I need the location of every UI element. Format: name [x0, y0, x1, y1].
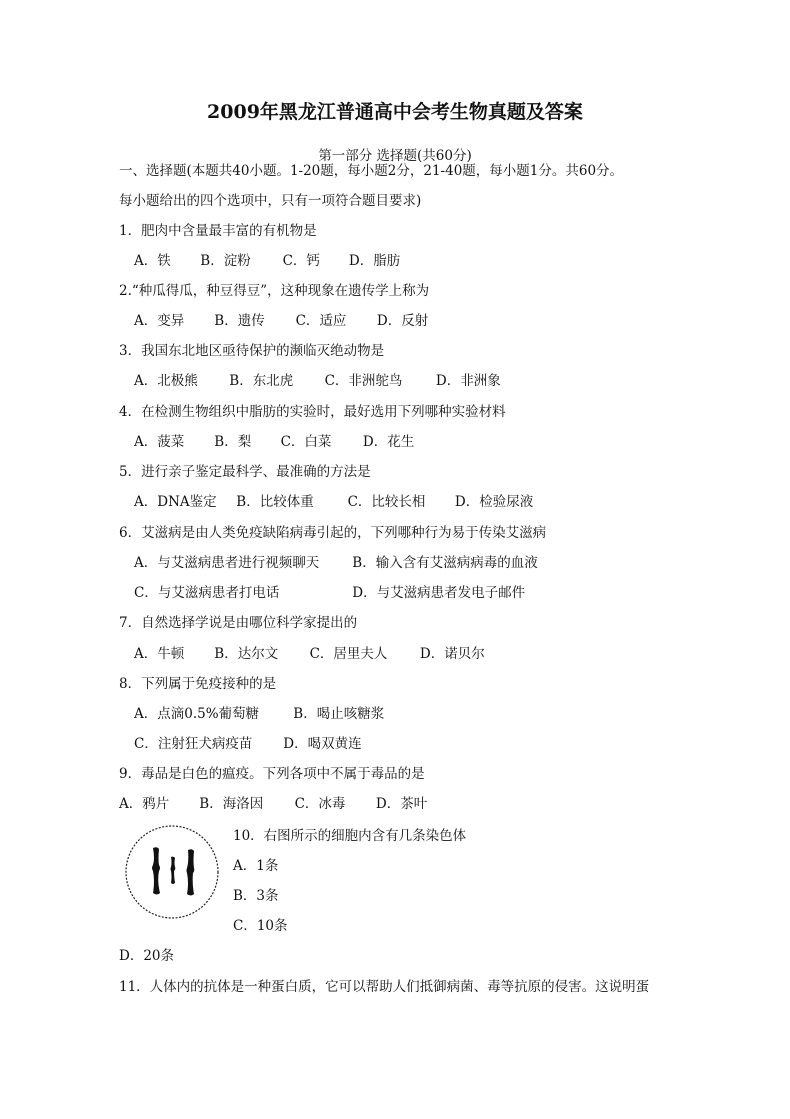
- option-d: D．茶叶: [375, 796, 428, 812]
- question-9-options: [119, 794, 427, 814]
- page-title: 2009年黑龙江普通高中会考生物真题及答案: [207, 101, 583, 123]
- question-1-stem: 1．肥肉中含量最丰富的有机物是: [119, 223, 317, 239]
- question-5-stem: 5．进行亲子鉴定最科学、最准确的方法是: [119, 464, 371, 480]
- question-3-stem: 3．我国东北地区亟待保护的濒临灭绝动物是: [119, 343, 385, 359]
- question-1-options: [134, 251, 400, 271]
- question-8-options-row2: [134, 734, 362, 754]
- option-d: D．喝双黄连: [283, 736, 362, 752]
- option-a: A．铁: [134, 253, 171, 269]
- option-c: C．与艾滋病患者打电话: [134, 585, 280, 601]
- option-c: C．适应: [295, 313, 347, 329]
- question-10-stem: 10．右图所示的细胞内含有几条染色体: [233, 828, 467, 844]
- option-a: A．菠菜: [134, 434, 185, 450]
- option-c: C．非洲鸵鸟: [324, 373, 403, 389]
- option-d: D．花生: [362, 434, 415, 450]
- option-b: B．比较体重: [236, 494, 314, 510]
- option-b: B．输入含有艾滋病病毒的血液: [352, 555, 538, 571]
- option-b: B．遗传: [214, 313, 265, 329]
- option-a: A．DNA鉴定: [134, 494, 217, 510]
- instructions-line-2: 每小题给出的四个选项中，只有一项符合题目要求): [119, 193, 422, 209]
- chromosome-2: [171, 857, 176, 884]
- option-b: B．淀粉: [200, 253, 251, 269]
- option-a: A．点滴0.5%葡萄糖: [134, 706, 260, 722]
- question-2-stem: 2.“种瓜得瓜，种豆得豆”，这种现象在遗传学上称为: [119, 283, 430, 299]
- cell-diagram: [122, 822, 222, 922]
- question-6-options-row2: [134, 583, 525, 603]
- question-9-stem: 9．毒品是白色的瘟疫。下列各项中不属于毒品的是: [119, 766, 425, 782]
- chromosome-1: [152, 847, 160, 894]
- cell-chromosome-figure: [122, 822, 222, 922]
- option-c: C．钙: [282, 253, 320, 269]
- chromosome-3: [187, 849, 195, 895]
- option-d: D．检验尿液: [454, 494, 534, 510]
- option-d: D．反射: [376, 313, 429, 329]
- question-7-stem: 7．自然选择学说是由哪位科学家提出的: [119, 615, 358, 631]
- option-c: C．白菜: [280, 434, 332, 450]
- question-10-option-b: B．3条: [233, 888, 279, 904]
- option-b: B．梨: [214, 434, 252, 450]
- question-6-stem: 6．艾滋病是由人类免疫缺陷病毒引起的，下列哪种行为易于传染艾滋病: [119, 525, 547, 541]
- option-b: B．达尔文: [214, 646, 279, 662]
- chromosomes: [152, 847, 194, 895]
- option-a: A．北极熊: [134, 373, 198, 389]
- option-c: C．居里夫人: [309, 646, 388, 662]
- option-c: C．冰毒: [294, 796, 346, 812]
- question-2-options: [134, 311, 428, 331]
- question-8-options-row1: [134, 704, 384, 724]
- question-7-options: [134, 644, 485, 664]
- option-d: D．诺贝尔: [419, 646, 485, 662]
- option-c: C．比较长相: [347, 494, 426, 510]
- question-8-stem: 8．下列属于免疫接种的是: [119, 676, 277, 692]
- option-b: B．海洛因: [199, 796, 264, 812]
- question-5-options: [134, 492, 533, 512]
- option-d: D．脂肪: [348, 253, 401, 269]
- instructions-line-1: 一、选择题(本题共40小题。1-20题，每小题2分，21-40题，每小题1分。共60分。: [119, 163, 624, 179]
- option-b: B．东北虎: [229, 373, 294, 389]
- question-3-options: [134, 371, 501, 391]
- question-11-stem: 11．人体内的抗体是一种蛋白质，它可以帮助人们抵御病菌、毒等抗原的侵害。这说明蛋: [119, 979, 650, 995]
- question-4-stem: 4．在检测生物组织中脂肪的实验时，最好选用下列哪种实验材料: [119, 404, 506, 420]
- option-d: D．与艾滋病患者发电子邮件: [352, 585, 526, 601]
- option-d: D．非洲象: [435, 373, 501, 389]
- section-heading: 第一部分 选择题(共60分): [318, 148, 472, 164]
- option-a: A．牛顿: [134, 646, 185, 662]
- option-b: B．喝止咳糖浆: [293, 706, 385, 722]
- question-10-option-a: A．1条: [233, 858, 279, 874]
- question-10-option-d: D．20条: [119, 948, 175, 964]
- option-a: A．与艾滋病患者进行视频聊天: [134, 555, 320, 571]
- option-c: C．注射狂犬病疫苗: [134, 736, 253, 752]
- question-10-option-c: C．10条: [233, 918, 288, 934]
- question-6-options-row1: [134, 553, 538, 573]
- option-a: A．变异: [134, 313, 185, 329]
- question-4-options: [134, 432, 414, 452]
- option-a: A．鸦片: [119, 796, 170, 812]
